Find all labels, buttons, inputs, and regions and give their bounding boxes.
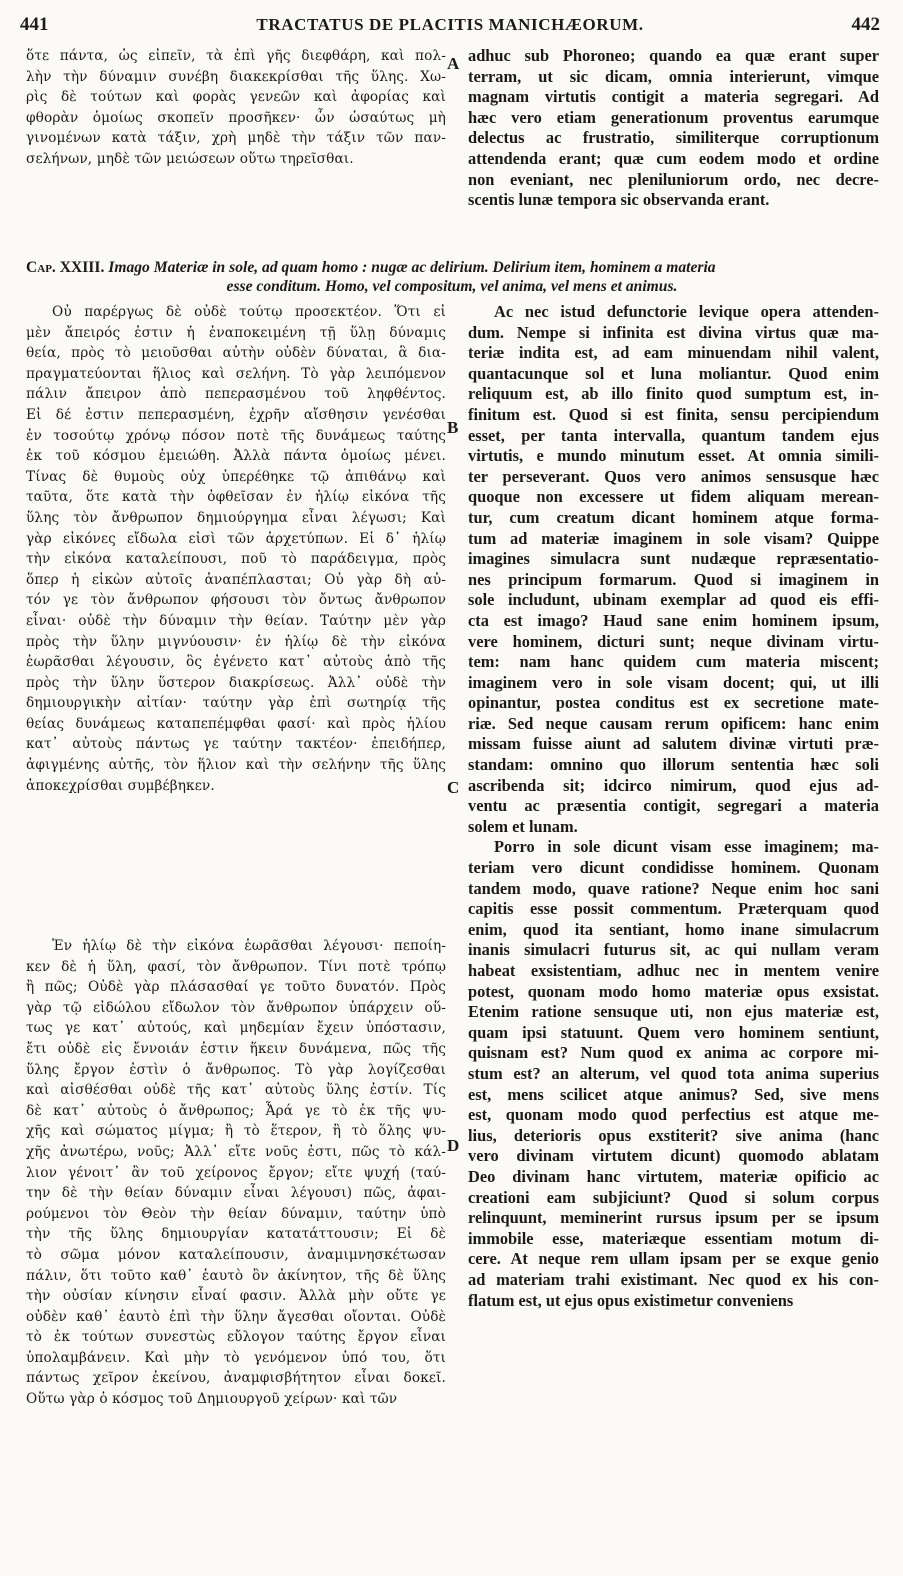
latin-mid-line: enim, quod ita sentiant, homo inane simulacrum [468, 919, 879, 939]
greek-low-line: τὸ σῶμα μόνον καταλείπουσιν, ἀναμιμνησκέτωσαν [26, 1246, 446, 1263]
latin-top-line: hæc vero etiam generationum proventus earumque [468, 107, 879, 127]
latin-mid-line: ter perseverant. Quos vero animos sensusque hæc [468, 466, 879, 486]
greek-mid-line: θεία, πρὸς τὸ μειοῦσθαι αὐτὴν οὐδὲν δύναται, ἃ δια- [26, 345, 446, 362]
latin-mid-line: relinquunt, meminerint rursus ipsum per se ipsum [468, 1208, 879, 1228]
chapter-title-line-2: esse conditum. Homo, vel compositum, vel anima, vel mens et animus. [226, 278, 678, 295]
latin-mid-line: flatum est, ut ejus opus existimetur conveniens [468, 1290, 794, 1310]
greek-mid-line: ἀποκεχρίσθαι συμβέβηκεν. [26, 777, 215, 794]
greek-column-top [26, 46, 446, 170]
greek-low-line: καὶ αἰσθέσθαι οὐδὲ τῆς κατ᾽ αὐτοὺς ὕλης ἐστίν. Τίς [26, 1082, 446, 1099]
latin-mid-line: sole includunt, ubinam exemplar ad quod eis effi- [468, 590, 879, 610]
greek-mid-line: κατ᾽ αὐτοὺς πάντως γε ταύτην τακτέον· ἐπειδήπερ, [26, 736, 446, 753]
greek-column-middle [26, 302, 446, 796]
page-number-right: 442 [851, 14, 880, 35]
greek-top-line: λὴν τὴν δύναμιν συνέβη διακεκρίσθαι τῆς ὕλης. Χω- [26, 68, 446, 85]
greek-low-line: ἢ πῶς; Οὐδὲ γὰρ πλάσασθαί γε τοῦτο δυνατόν. Πρὸς [26, 979, 446, 996]
greek-top-line: ρὶς δὲ τούτων καὶ φορὰς γενεῶν καὶ ἀφορίας καὶ [26, 89, 446, 106]
latin-mid-line: esset, per tanta intervalla, quantum tandem ejus [468, 425, 879, 445]
latin-mid-line: virtutis, e mundo minutum esset. At omnia simili- [468, 446, 879, 466]
latin-mid-line: imagines simulacra sunt nudæque repræsentatio- [468, 549, 879, 569]
latin-mid-line: habeat exsistentiam, adhuc nec in mentem venire [468, 961, 879, 980]
margin-marker-a: A [447, 54, 460, 73]
margin-marker-b: B [447, 418, 459, 437]
latin-mid-line: tur, cum creatum dicant hominem atque forma- [468, 507, 879, 527]
latin-mid-line: imaginem vero in sole visam docent; qui, ut illi [468, 672, 879, 692]
greek-mid-line: πρὸς τὴν ὕλην μιγνύουσιν· ἐν ἡλίῳ δὲ τὴν εἰκόνα [26, 633, 446, 650]
latin-mid-line: est, mens scilicet atque animus? Sed, sive mens [468, 1084, 879, 1104]
greek-low-line: οὐδὲν καθ᾽ ἑαυτὸ ἐπὶ τὴν ὕλην ἄγεσθαι οἴονται. Οὐδὲ [26, 1308, 446, 1325]
greek-low-line: πάλιν, ὅτι τοῦτο καθ᾽ ἑαυτὸ ὂν ἀκίνητον, τῆς δὲ ὕλης [26, 1267, 446, 1284]
greek-low-line: τὸ ἐκ τούτων συνεστὼς εὔλογον ταύτης ἔργον εἶναι [26, 1329, 446, 1346]
greek-mid-line: θείας δυνάμεως καταπεπέμφθαι φασί· καὶ πρὸς ἡλίου [26, 715, 446, 732]
page-number-left: 441 [20, 14, 49, 35]
latin-mid-line: ascribenda sit; idcirco nimirum, quod ejus ad- [468, 775, 879, 795]
running-title: TRACTATUS DE PLACITIS MANICHÆORUM. [256, 15, 644, 34]
margin-marker-d: D [447, 1136, 460, 1155]
greek-top-line: φθορὰν ὁμοίως σκοπεῖν προσῆκεν· ὧν ὡσαύτως μὴ [26, 109, 446, 126]
greek-mid-line: Οὐ παρέργως δὲ οὐδὲ τούτῳ προσεκτέον. Ὅτι εἰ [52, 304, 446, 320]
greek-top-line: ὅτε πάντα, ὡς εἰπεῖν, τὰ ἐπὶ γῆς διεφθάρη, καὶ πολ- [26, 48, 446, 64]
greek-top-line: σελήνων, μηδὲ τῶν μειώσεων οὕτω τηρεῖσθαι. [26, 150, 354, 167]
latin-top-line: adhuc sub Phoroneo; quando ea quæ erant super [468, 46, 879, 65]
latin-mid-line: capitis esse possit commentum. Præterquam quod [468, 899, 879, 919]
latin-top-line: scentis lunæ tempora sic observanda erant. [468, 190, 770, 210]
greek-mid-line: πραγματεύονται ἥλιος καὶ σελήνη. Τὸ γὰρ λειπόμενον [26, 365, 446, 382]
latin-mid-line: creationi eam subjiciunt? Quod si solum corpus [468, 1187, 879, 1207]
greek-mid-line: ἐκ τοῦ κόσμου ἐμειώθη. Ἀλλὰ πάντα ὁμοίως μένει. [26, 448, 446, 465]
latin-mid-line: riæ. Sed neque causam rerum opificem: hanc enim [468, 713, 879, 733]
latin-mid-line: potest, quonam modo homo materiæ opus exsistat. [468, 981, 879, 1001]
latin-mid-line: ventu ac præsentia contigit, segregari a materia [468, 796, 879, 816]
latin-mid-line: teriæ indita est, ad eam minuendam nihil valent, [468, 343, 879, 363]
latin-mid-line: nes principum formarum. Quod si imaginem in [468, 569, 879, 589]
latin-mid-line: quantacunque sol et luna moliantur. Quod enim [468, 363, 879, 383]
latin-mid-line: opinantur, postea conditus est ex secretione mate- [468, 693, 879, 713]
greek-low-line: τως γε κατ᾽ αὐτούς, καὶ μηδεμίαν ἔχειν ὑπόστασιν, [26, 1020, 446, 1037]
greek-low-line: Ἐν ἡλίῳ δὲ τὴν εἰκόνα ἑωρᾶσθαι λέγουσι· πεποίη- [52, 938, 446, 954]
greek-top-line: γινομένων κατὰ τάξιν, χρὴ μηδὲ τὴν τάξιν τῶν παν- [26, 130, 446, 147]
margin-marker-c: C [447, 778, 460, 797]
latin-mid-line: quisnam est? Num quod ex anima ac corpore mi- [468, 1043, 879, 1063]
latin-mid-line: finitum est. Quod si est finita, sensu percipiendum [468, 404, 879, 424]
latin-mid-line: reliquum est, ab illo finito quod sumptum est, in- [468, 384, 879, 404]
greek-low-line: κεν δὲ ἡ ὕλη, φασί, τὸν ἄνθρωπον. Τίνι ποτὲ τρόπῳ [26, 958, 446, 975]
greek-mid-line: ὕλης τὸν ἄνθρωπον δημιούργημα εἶναι λέγωσι; Καὶ [26, 509, 446, 526]
latin-top-line: attendenda erant; quæ cum eodem modo et ordine [468, 148, 879, 168]
latin-mid-line: vero divinam virtutem dicunt) quomodo ablatam [468, 1146, 879, 1166]
latin-mid-line: immobile esse, materiæque essentiam motum di- [468, 1228, 879, 1248]
greek-low-line: δὲ κατ᾽ αὐτοὺς ὁ ἄνθρωπος; Ἆρά γε τὸ ἐκ τῆς ψυ- [26, 1102, 446, 1119]
latin-mid-line: solem et lunam. [468, 816, 578, 836]
latin-mid-line: stum est? an alterum, vel quod tota anima superius [468, 1063, 879, 1083]
greek-mid-line: ἐν τοσούτῳ χρόνῳ πόσον ποτὲ τῆς δυνάμεως ταύτης [26, 427, 446, 444]
latin-mid-line: quam ipsi statuunt. Quem vero hominem sentiunt, [468, 1022, 879, 1042]
greek-low-line: ὕλης ἔργον ἐστὶν ὁ ἄνθρωπος. Τὸ γὰρ λογίζεσθαι [26, 1061, 446, 1078]
greek-low-line: πάντως χεῖρον ἐκείνου, ἀναμφισβήτητον εἶναι δοκεῖ. [26, 1370, 446, 1387]
greek-mid-line: τόν γε τὸν ἄνθρωπον φήσουσι τὸν ὄντως ἄνθρωπον [26, 592, 446, 609]
greek-mid-line: ἀφιγμένης αὐτῆς, τὸν ἥλιον καὶ τὴν σελήνην τῆς ὕλης [26, 757, 446, 774]
latin-mid-line: inanis simulacri futurus sit, ac qui nullam veram [468, 940, 879, 960]
greek-low-line: ρούμενοι τὸν Θεὸν τὴν θείαν δύναμιν, ταύτην ὑπὸ [26, 1205, 446, 1222]
chapter-number: Cap. XXIII. [26, 259, 105, 276]
greek-low-line: χῆς ἀνωτέρω, νοῦς; Ἀλλ᾽ εἴτε νοῦς ἐστι, πῶς τὸ κάλ- [26, 1143, 446, 1160]
greek-column-lower [26, 936, 446, 1410]
chapter-heading [26, 258, 878, 296]
latin-column-top [468, 46, 879, 211]
greek-mid-line: γὰρ εἰκόνες εἴδωλα εἰσὶ τῶν ἀρχετύπων. Εἰ δ᾽ ἡλίῳ [26, 530, 446, 547]
greek-low-line: τὴν οὐσίαν κίνησιν εἶναί φασιν. Ἀλλὰ μὴν οὔτε γε [26, 1288, 446, 1305]
greek-low-line: ὑπολαμβάνειν. Καὶ μὴν τὸ γενόμενον ὑπό του, ὅτι [26, 1349, 446, 1366]
greek-low-line: γὰρ τῷ εἰδώλου εἴδωλον τὸν ἄνθρωπον ὑπάρχειν οὕ- [26, 999, 446, 1016]
latin-mid-line: est, quonam modo quod perfectius est atque me- [468, 1105, 879, 1125]
latin-column-main [468, 302, 879, 1311]
latin-mid-line: tem: nam hanc quidem cum materia miscent; [468, 652, 879, 672]
latin-mid-line: tandem modo, quave ratione? Neque enim hoc sani [468, 878, 879, 898]
greek-mid-line: Τίνας δὲ θυμοὺς οὐχ ὑπερέθηκε τῷ ἀπιθάνῳ καὶ [26, 468, 446, 485]
latin-mid-line: ad materiam trahi existimant. Nec quod ex his con- [468, 1269, 879, 1289]
latin-top-line: delectus ac frustratio, similiterque corruptionum [468, 128, 879, 148]
latin-mid-line: vere hominem, dicturi sunt; neque divinam virtu- [468, 631, 879, 651]
chapter-title-line-1: Imago Materiæ in sole, ad quam homo : nugæ ac delirium. Delirium item, hominem a materia [108, 259, 716, 276]
latin-mid-line: Deo divinam hanc virtutem, materiæ opificio ac [468, 1166, 879, 1186]
latin-top-line: terram, ut sic dicam, omnia interierunt, vimque [468, 66, 879, 86]
greek-mid-line: τὴν εἰκόνα καταλείπουσι, ποῦ τὸ παράδειγμα, πρὸς [26, 551, 446, 568]
greek-low-line: χῆς καὶ σώματος μίγμα; ἢ τὸ ἕτερον, ἢ τὸ ὅλης ψυ- [26, 1123, 446, 1140]
greek-low-line: ἔτι οὐδὲ εἰς ἔννοιάν ἐστιν ἥκειν δυνάμενα, πῶς τῆς [26, 1040, 446, 1057]
latin-mid-line: dum. Nempe si infinita est divina virtus quæ ma- [468, 322, 879, 342]
latin-mid-line: Porro in sole dicunt visam esse imaginem; ma- [494, 837, 879, 857]
greek-mid-line: Εἰ δέ ἐστιν πεπερασμένη, ἐχρῆν αἴσθησιν γενέσθαι [26, 406, 446, 423]
latin-mid-line: standam: omnino quo illorum sententia hæc soli [468, 755, 879, 775]
latin-mid-line: cere. At neque rem ullam ipsam per se exque genio [468, 1249, 879, 1269]
latin-mid-line: teriam vero dicunt condidisse hominem. Quonam [468, 858, 879, 878]
greek-low-line: λιον γένοιτ᾽ ἂν τοῦ χείρονος ἔργον; εἴτε ψυχή (ταύ- [26, 1164, 446, 1181]
greek-mid-line: πάλιν ἄπειρον ἀπὸ πεπερασμένου τοῦ ληφθέντος. [26, 386, 446, 403]
greek-mid-line: ἑωρᾶσθαι λέγουσιν, ὃς ἐγένετο κατ᾽ αὐτοὺς ἀπὸ τῆς [26, 654, 446, 671]
greek-mid-line: πρὸς τὴν ὕλην ὕστερον διακρίσεως. Ἀλλ᾽ οὐδὲ τὴν [26, 674, 446, 691]
latin-mid-line: tum ad materiæ imaginem in sole visam? Quippe [468, 528, 879, 548]
latin-top-line: magnam virtutis contigit a materia segregari. Ad [468, 87, 879, 107]
greek-mid-line: ὅπερ ἡ εἰκὼν αὐτοῖς ἀναπέπλασται; Οὐ γὰρ δὴ αὐ- [26, 571, 446, 588]
latin-mid-line: missam fuisse aiunt ad salutem divinæ virtuti præ- [468, 734, 879, 754]
page-header [20, 14, 880, 40]
greek-mid-line: μὲν ἄπειρός ἐστιν ἡ ἐναποκειμένη τῇ ὕλῃ δύναμις [26, 324, 446, 341]
latin-mid-line: cta est imago? Haud sane enim hominem ipsum, [468, 610, 879, 630]
greek-low-line: την δὲ τὴν θείαν δύναμιν εἶναι λέγουσι) πῶς, ἀφαι- [26, 1185, 446, 1202]
latin-mid-line: Etenim ratione sensuque uti, non ejus materiæ est, [468, 1002, 879, 1022]
latin-mid-line: lius, deterioris opus exstiterit? sive anima (hanc [468, 1125, 879, 1145]
greek-low-line: τὴν τῆς ὕλης δημιουργίαν κατατάττουσιν; Εἰ δὲ [26, 1226, 446, 1243]
greek-low-line: Οὕτω γὰρ ὁ κόσμος τοῦ Δημιουργοῦ χείρων· καὶ τῶν [26, 1391, 398, 1408]
greek-mid-line: δημιουργικὴν αἰτίαν· ταύτην γὰρ ἐπὶ σωτηρίᾳ τῆς [26, 695, 446, 712]
greek-mid-line: ταῦτα, ὅτε κατὰ τὴν ὀφθεῖσαν ἐν ἡλίῳ εἰκόνα τῆς [26, 489, 446, 506]
latin-top-line: non eveniant, nec pleniluniorum ordo, nec decre- [468, 169, 879, 189]
latin-mid-line: Ac nec istud defunctorie levique opera attenden- [494, 302, 879, 321]
greek-mid-line: εἶναι· οὐδὲ τὴν δύναμιν τὴν θείαν. Ταύτην μὲν γὰρ [26, 612, 446, 629]
latin-mid-line: quoque non excessere ut fidem aliquam merean- [468, 487, 879, 507]
